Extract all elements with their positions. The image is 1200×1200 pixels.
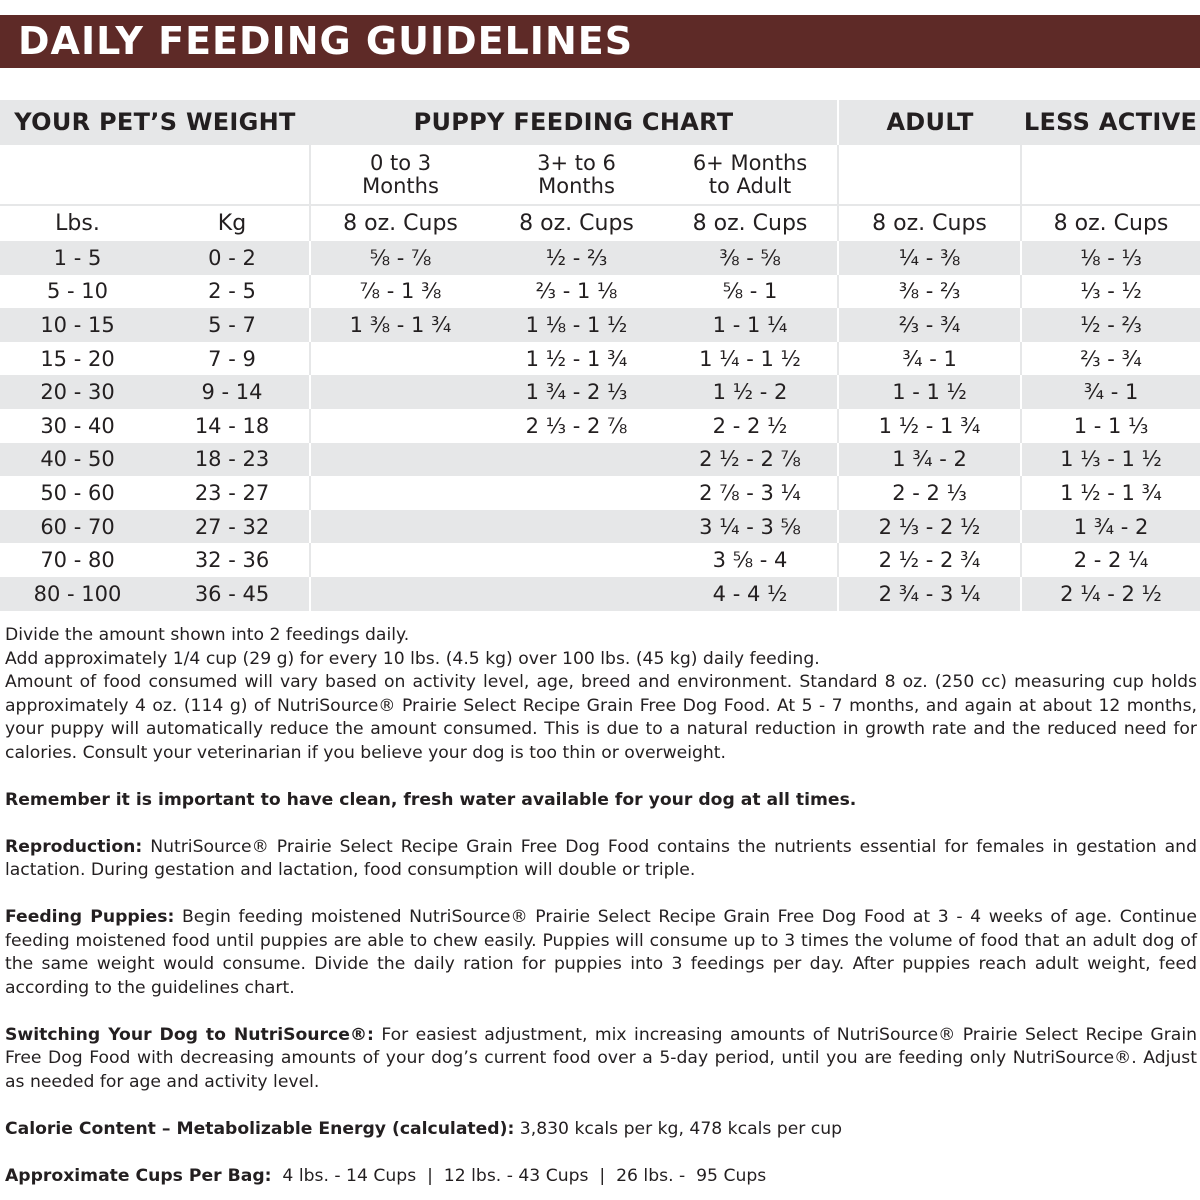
puppy-0-3-cell <box>310 409 490 443</box>
table-row <box>0 476 1200 510</box>
lbs-cell: 15 - 20 <box>0 342 155 376</box>
puppy-3-6-cell: 2 ⅓ - 2 ⅞ <box>490 409 663 443</box>
weight-group-header: YOUR PET’S WEIGHT <box>0 100 310 144</box>
table-row <box>0 443 1200 477</box>
table-row <box>0 375 1200 409</box>
note-reproduction-label: Reproduction: <box>5 836 143 857</box>
table-row <box>0 342 1200 376</box>
puppy-group-header: PUPPY FEEDING CHART <box>310 100 838 144</box>
lbs-cell: 70 - 80 <box>0 543 155 577</box>
adult-cell: 2 ½ - 2 ¾ <box>838 543 1021 577</box>
note-reproduction-text: NutriSource® Prairie Select Recipe Grain Free Dog Food contains the nutrients essential for females in gestation and lactation. During gestation and lactation, food consumption will double or triple. <box>5 836 1197 880</box>
less-active-cell: 1 ½ - 1 ¾ <box>1021 476 1200 510</box>
puppy-0-3-cell <box>310 543 490 577</box>
cups-header: 8 oz. Cups <box>1021 205 1200 241</box>
puppy-0-3-header: 0 to 3 Months <box>310 144 490 205</box>
adult-cell: 2 ¾ - 3 ¼ <box>838 577 1021 611</box>
note-water-text: Remember it is important to have clean, fresh water available for your dog at all times. <box>5 789 857 810</box>
note-calorie-text: 3,830 kcals per kg, 478 kcals per cup <box>514 1118 843 1139</box>
note-amount: Amount of food consumed will vary based on activity level, age, breed and environment. Standard 8 oz. (250 cc) measuring cup holds approximately 4 oz. (114 g) of NutriSource® Prairie Select Recipe Grain Free Dog Food. At 5 - 7 months, and again at about 12 months, your puppy will automatically reduce the amount consumed. This is due to a natural reduction in growth rate and the reduced need for calories. Consult your veterinarian if you believe your dog is too thin or overweight. <box>5 672 1197 763</box>
table-row <box>0 409 1200 443</box>
puppy-3-6-cell: ½ - ⅔ <box>490 241 663 275</box>
note-cups-label: Approximate Cups Per Bag: <box>5 1165 272 1186</box>
puppy-6-adult-cell: 2 - 2 ½ <box>663 409 838 443</box>
less-active-cell: 1 ¾ - 2 <box>1021 510 1200 544</box>
note-calorie <box>5 1118 1197 1142</box>
note-switching <box>5 1024 1197 1095</box>
puppy-0-3-cell <box>310 510 490 544</box>
puppy-0-3-cell <box>310 375 490 409</box>
feeding-chart-table <box>0 100 1200 611</box>
puppy-3-6-cell: ⅔ - 1 ⅛ <box>490 275 663 309</box>
kg-cell: 32 - 36 <box>155 543 310 577</box>
note-puppies-text: Begin feeding moistened NutriSource® Prairie Select Recipe Grain Free Dog Food at 3 - 4 weeks of age. Continue feeding moistened food until puppies are able to chew easily. Puppies will consume up to 3 times the volume of food that an adult dog of the same weight would consume. Divide the daily ration for puppies into 3 feedings per day. After puppies reach adult weight, feed according to the guidelines chart. <box>5 907 1197 998</box>
table-row <box>0 308 1200 342</box>
kg-cell: 0 - 2 <box>155 241 310 275</box>
puppy-3-6-cell <box>490 510 663 544</box>
table-row <box>0 275 1200 309</box>
less-active-cell: 1 ⅓ - 1 ½ <box>1021 443 1200 477</box>
adult-cell: ⅔ - ¾ <box>838 308 1021 342</box>
less-active-cell: ⅔ - ¾ <box>1021 342 1200 376</box>
puppy-6-adult-cell: 3 ⅝ - 4 <box>663 543 838 577</box>
lbs-header: Lbs. <box>0 205 155 241</box>
puppy-0-3-cell <box>310 443 490 477</box>
note-cups-per-bag <box>5 1165 1197 1189</box>
puppy-3-6-cell <box>490 443 663 477</box>
puppy-3-6-cell: 1 ⅛ - 1 ½ <box>490 308 663 342</box>
puppy-3-6-cell <box>490 543 663 577</box>
puppy-3-6-cell: 1 ¾ - 2 ⅓ <box>490 375 663 409</box>
puppy-6-adult-cell: ⅜ - ⅝ <box>663 241 838 275</box>
cups-header: 8 oz. Cups <box>490 205 663 241</box>
puppy-6-adult-cell: 4 - 4 ½ <box>663 577 838 611</box>
puppy-3-6-cell <box>490 476 663 510</box>
puppy-0-3-cell <box>310 476 490 510</box>
less-active-subheader-blank <box>1021 144 1200 205</box>
lbs-cell: 40 - 50 <box>0 443 155 477</box>
lbs-cell: 60 - 70 <box>0 510 155 544</box>
adult-cell: ¾ - 1 <box>838 342 1021 376</box>
note-cups-text: 4 lbs. - 14 Cups | 12 lbs. - 43 Cups | 26 lbs. - 95 Cups <box>271 1165 767 1186</box>
kg-cell: 14 - 18 <box>155 409 310 443</box>
puppy-6-adult-header: 6+ Months to Adult <box>663 144 838 205</box>
note-puppies-label: Feeding Puppies: <box>5 907 175 927</box>
lbs-cell: 5 - 10 <box>0 275 155 309</box>
adult-cell: 1 ½ - 1 ¾ <box>838 409 1021 443</box>
adult-cell: 1 ¾ - 2 <box>838 443 1021 477</box>
puppy-0-3-cell: 1 ⅜ - 1 ¾ <box>310 308 490 342</box>
cups-header: 8 oz. Cups <box>838 205 1021 241</box>
note-water <box>5 789 1197 813</box>
adult-cell: ¼ - ⅜ <box>838 241 1021 275</box>
notes-section <box>5 624 1197 1188</box>
note-calorie-label: Calorie Content – Metabolizable Energy (calculated): <box>5 1118 515 1139</box>
less-active-cell: 2 ¼ - 2 ½ <box>1021 577 1200 611</box>
adult-cell: 2 - 2 ⅓ <box>838 476 1021 510</box>
puppy-0-3-cell: ⅝ - ⅞ <box>310 241 490 275</box>
less-active-cell: 2 - 2 ¼ <box>1021 543 1200 577</box>
table-row <box>0 577 1200 611</box>
puppy-0-3-cell <box>310 577 490 611</box>
kg-header: Kg <box>155 205 310 241</box>
kg-cell: 23 - 27 <box>155 476 310 510</box>
puppy-3-6-cell <box>490 577 663 611</box>
kg-cell: 27 - 32 <box>155 510 310 544</box>
note-switching-text: For easiest adjustment, mix increasing amounts of NutriSource® Prairie Select Recipe Grain Free Dog Food with decreasing amounts of your dog’s current food over a 5-day period, until you are feeding only NutriSource®. Adjust as needed for age and activity level. <box>5 1024 1197 1092</box>
note-reproduction <box>5 836 1197 883</box>
less-active-cell: ¾ - 1 <box>1021 375 1200 409</box>
chart-body <box>0 241 1200 611</box>
kg-cell: 9 - 14 <box>155 375 310 409</box>
less-active-cell: ½ - ⅔ <box>1021 308 1200 342</box>
adult-cell: 2 ⅓ - 2 ½ <box>838 510 1021 544</box>
puppy-6-adult-cell: 2 ⅞ - 3 ¼ <box>663 476 838 510</box>
note-switching-label: Switching Your Dog to NutriSource®: <box>5 1024 374 1045</box>
kg-cell: 36 - 45 <box>155 577 310 611</box>
puppy-6-adult-cell: 1 ¼ - 1 ½ <box>663 342 838 376</box>
kg-cell: 7 - 9 <box>155 342 310 376</box>
kg-cell: 5 - 7 <box>155 308 310 342</box>
puppy-3-6-header: 3+ to 6 Months <box>490 144 663 205</box>
puppy-3-6-cell: 1 ½ - 1 ¾ <box>490 342 663 376</box>
puppy-6-adult-cell: 2 ½ - 2 ⅞ <box>663 443 838 477</box>
lbs-cell: 10 - 15 <box>0 308 155 342</box>
note-puppies <box>5 906 1197 1000</box>
puppy-6-adult-cell: 1 - 1 ¼ <box>663 308 838 342</box>
less-active-group-header: LESS ACTIVE <box>1021 100 1200 144</box>
weight-subheader-blank <box>0 144 310 205</box>
age-header-row <box>0 144 1200 205</box>
lbs-cell: 50 - 60 <box>0 476 155 510</box>
less-active-cell: ⅓ - ½ <box>1021 275 1200 309</box>
note-divide: Divide the amount shown into 2 feedings daily. <box>5 625 410 645</box>
puppy-6-adult-cell: ⅝ - 1 <box>663 275 838 309</box>
kg-cell: 18 - 23 <box>155 443 310 477</box>
adult-subheader-blank <box>838 144 1021 205</box>
unit-header-row <box>0 205 1200 241</box>
puppy-0-3-cell: ⅞ - 1 ⅜ <box>310 275 490 309</box>
table-row <box>0 510 1200 544</box>
puppy-0-3-cell <box>310 342 490 376</box>
table-row <box>0 241 1200 275</box>
note-add: Add approximately 1/4 cup (29 g) for every 10 lbs. (4.5 kg) over 100 lbs. (45 kg) daily feeding. <box>5 648 820 669</box>
less-active-cell: 1 - 1 ⅓ <box>1021 409 1200 443</box>
adult-group-header: ADULT <box>838 100 1021 144</box>
cups-header: 8 oz. Cups <box>310 205 490 241</box>
header-banner <box>0 15 1200 68</box>
puppy-6-adult-cell: 1 ½ - 2 <box>663 375 838 409</box>
adult-cell: ⅜ - ⅔ <box>838 275 1021 309</box>
kg-cell: 2 - 5 <box>155 275 310 309</box>
lbs-cell: 1 - 5 <box>0 241 155 275</box>
lbs-cell: 80 - 100 <box>0 577 155 611</box>
adult-cell: 1 - 1 ½ <box>838 375 1021 409</box>
lbs-cell: 30 - 40 <box>0 409 155 443</box>
cups-header: 8 oz. Cups <box>663 205 838 241</box>
puppy-6-adult-cell: 3 ¼ - 3 ⅝ <box>663 510 838 544</box>
table-row <box>0 543 1200 577</box>
group-header-row <box>0 100 1200 144</box>
page-title: DAILY FEEDING GUIDELINES <box>18 19 634 63</box>
lbs-cell: 20 - 30 <box>0 375 155 409</box>
less-active-cell: ⅛ - ⅓ <box>1021 241 1200 275</box>
